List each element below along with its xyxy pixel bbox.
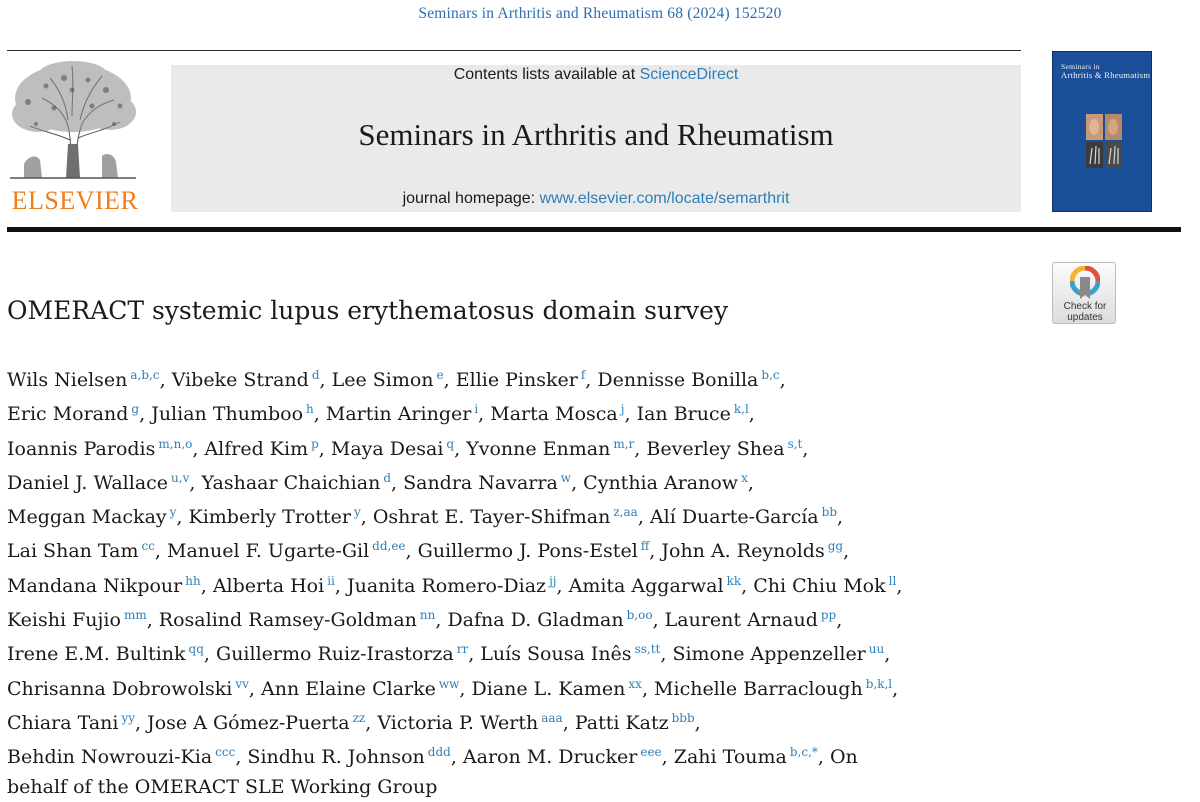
affiliation-link[interactable]: vv [235, 676, 249, 691]
elsevier-wordmark: ELSEVIER [11, 186, 139, 215]
affiliation-link[interactable]: s,t [787, 436, 803, 451]
author-name[interactable]: Alberta Hoi [212, 574, 325, 597]
author-name[interactable]: Yvonne Enman [466, 437, 611, 460]
author-name[interactable]: Chrisanna Dobrowolski [7, 677, 233, 700]
author-name[interactable]: Chiara Tani [7, 711, 119, 734]
author-separator: , [135, 711, 148, 734]
author-name[interactable]: Irene E.M. Bultink [7, 643, 186, 666]
cover-title-line1: Seminars in [1061, 62, 1100, 71]
author-name[interactable]: Juanita Romero-Diaz [346, 574, 547, 597]
author-name[interactable]: Jose A Gómez-Puerta [147, 711, 350, 734]
author-separator: , [634, 437, 647, 460]
affiliation-link[interactable]: u,v [171, 470, 190, 485]
homepage-link[interactable]: www.elsevier.com/locate/semarthrit [539, 190, 790, 207]
affiliation-link[interactable]: m,r [613, 436, 635, 451]
author-name[interactable]: Sandra Navarra [403, 471, 558, 494]
author-separator: , [892, 677, 899, 700]
affiliation-link[interactable]: aaa [541, 710, 563, 725]
author-name[interactable]: Kimberly Trotter [188, 506, 351, 529]
masthead-rule [7, 227, 1181, 232]
author-separator: , [836, 609, 843, 632]
affiliation-link[interactable]: rr [456, 642, 469, 657]
affiliation-link[interactable]: j [620, 402, 625, 417]
author-line [7, 738, 1187, 772]
author-separator: , [318, 437, 331, 460]
author-name[interactable]: Rosalind Ramsey-Goldman [158, 609, 417, 632]
author-separator: , [585, 369, 598, 391]
author-name[interactable]: Diane L. Kamen [471, 677, 626, 700]
author-name[interactable]: Vibeke Strand [171, 369, 309, 391]
author-separator: , [661, 746, 674, 769]
contents-line [171, 66, 1021, 84]
author-separator: , [454, 437, 467, 460]
author-separator: , [319, 369, 332, 391]
author-name[interactable]: Ioannis Parodis [7, 437, 156, 460]
author-name[interactable]: Wils Nielsen [7, 369, 128, 391]
homepage-line [171, 190, 1021, 208]
author-separator: , [748, 403, 755, 426]
author-line [7, 464, 1187, 498]
author-name[interactable]: Meggan Mackay [7, 506, 167, 529]
affiliation-link[interactable]: w [560, 470, 572, 485]
crossmark-icon [1070, 266, 1100, 300]
author-separator: , [660, 643, 673, 666]
affiliation-link[interactable]: kk [726, 573, 742, 588]
author-name[interactable]: Zahi Touma [673, 746, 787, 769]
author-name[interactable]: Luís Sousa Inês [480, 643, 632, 666]
author-line [7, 704, 1187, 738]
author-line [7, 430, 1187, 464]
journal-banner [171, 65, 1021, 212]
elsevier-tree-icon [6, 60, 140, 180]
author-name[interactable]: John A. Reynolds [661, 540, 825, 563]
affiliation-link[interactable]: pp [820, 608, 837, 623]
author-separator: , [176, 506, 189, 529]
author-name[interactable]: Ann Elaine Clarke [260, 677, 436, 700]
author-separator: , [200, 574, 213, 597]
affiliation-link[interactable]: jj [549, 573, 557, 588]
affiliation-link[interactable]: ccc [215, 745, 236, 760]
sciencedirect-link[interactable]: ScienceDirect [639, 66, 739, 83]
cover-photo-icon [1086, 114, 1122, 168]
author-separator: , [203, 643, 217, 666]
author-name[interactable]: Guillermo Ruiz-Irastorza [216, 643, 454, 666]
author-separator: , [884, 643, 891, 666]
masthead [0, 55, 1200, 225]
author-name[interactable]: Guillermo J. Pons-Estel [417, 540, 638, 563]
author-separator: , [334, 574, 347, 597]
affiliation-link[interactable]: uu [868, 642, 885, 657]
author-separator: , [637, 506, 650, 529]
author-separator: , [571, 471, 584, 494]
author-separator: , [747, 471, 754, 494]
affiliation-link[interactable]: qq [188, 642, 204, 657]
contents-prefix: Contents lists available at [453, 66, 640, 83]
header-rule [7, 50, 1021, 51]
affiliation-link[interactable]: gg [827, 539, 844, 554]
author-name[interactable]: Alí Duarte-García [649, 506, 819, 529]
affiliation-link[interactable]: b,c,* [789, 745, 818, 760]
journal-citation[interactable]: Seminars in Arthritis and Rheumatism 68 (2024) 152520 [418, 5, 782, 22]
affiliation-link[interactable]: f [580, 368, 586, 382]
author-name[interactable]: Yashaar Chaichian [201, 471, 381, 494]
author-separator: , [802, 437, 809, 460]
affiliation-link[interactable]: x [741, 470, 748, 485]
affiliation-link[interactable]: ddd [427, 745, 451, 760]
affiliation-link[interactable]: a,b,c [130, 368, 160, 382]
author-separator: , [405, 540, 418, 563]
affiliation-link[interactable]: h [306, 402, 314, 417]
author-line [7, 773, 1187, 802]
crossmark-line2: updates [1067, 312, 1103, 323]
author-separator: , [159, 369, 172, 391]
affiliation-link[interactable]: ww [438, 676, 460, 691]
author-separator: , [360, 506, 373, 529]
author-separator: , [443, 369, 456, 391]
author-line [7, 361, 1187, 395]
author-line [7, 532, 1187, 566]
author-name[interactable]: Marta Mosca [490, 403, 618, 426]
check-for-updates-button[interactable] [1052, 262, 1116, 324]
author-name[interactable]: Lai Shan Tam [7, 540, 139, 563]
author-name[interactable]: Beverley Shea [646, 437, 785, 460]
author-separator: , [435, 609, 448, 632]
article-title: OMERACT systemic lupus erythematosus domain survey [7, 296, 729, 325]
author-separator: , [641, 677, 655, 700]
affiliation-link[interactable]: bbb [671, 710, 695, 725]
affiliation-link[interactable]: bb [821, 505, 838, 520]
author-name[interactable]: Lee Simon [331, 369, 434, 391]
affiliation-link[interactable]: y [353, 505, 361, 520]
author-line [7, 567, 1187, 601]
affiliation-link[interactable]: k,l [733, 402, 749, 417]
author-separator: , [896, 574, 903, 597]
affiliation-link[interactable]: z,aa [613, 505, 638, 520]
author-name[interactable]: Victoria P. Werth [377, 711, 539, 734]
author-line [7, 395, 1187, 429]
author-separator: , On [817, 746, 858, 769]
author-name[interactable]: Alfred Kim [204, 437, 309, 460]
journal-name[interactable]: Seminars in Arthritis and Rheumatism [358, 117, 834, 152]
author-separator: , [248, 677, 261, 700]
affiliation-link[interactable]: xx [628, 676, 642, 691]
author-separator: , [365, 711, 378, 734]
affiliation-link[interactable]: y [169, 505, 177, 520]
author-name[interactable]: Simone Appenzeller [672, 643, 866, 666]
author-line [7, 498, 1187, 532]
author-name[interactable]: Amita Aggarwal [568, 574, 724, 597]
author-separator: , [391, 471, 404, 494]
affiliation-link[interactable]: i [474, 402, 479, 417]
author-name[interactable]: Manuel F. Ugarte-Gil [167, 540, 370, 563]
author-name[interactable]: Cynthia Aranow [583, 471, 739, 494]
homepage-prefix: journal homepage: [402, 190, 540, 207]
author-name[interactable]: Patti Katz [574, 711, 669, 734]
affiliation-link[interactable]: nn [419, 608, 436, 623]
author-separator: , [837, 506, 844, 529]
author-name[interactable]: Chi Chiu Mok [753, 574, 886, 597]
author-separator: , [556, 574, 569, 597]
author-separator: , [154, 540, 168, 563]
affiliation-link[interactable]: d [311, 368, 320, 382]
affiliation-link[interactable]: q [446, 436, 455, 451]
author-name[interactable]: Dafna D. Gladman [447, 609, 624, 632]
author-separator: , [313, 403, 326, 426]
affiliation-link[interactable]: d [383, 470, 391, 485]
crossmark-label [1053, 301, 1117, 323]
journal-cover[interactable] [1052, 51, 1152, 212]
author-line [7, 601, 1187, 635]
author-name[interactable]: Aaron M. Drucker [462, 746, 638, 769]
author-separator: , [779, 369, 786, 391]
crossmark-line1: Check for [1063, 301, 1107, 312]
author-name[interactable]: Keishi Fujio [7, 609, 121, 632]
author-name[interactable]: Martin Aringer [325, 403, 472, 426]
byline-continuation: behalf of the OMERACT SLE Working Group [7, 775, 438, 798]
author-name[interactable]: Michelle Barraclough [654, 677, 863, 700]
author-separator: , [146, 609, 159, 632]
affiliation-link[interactable]: ss,tt [634, 642, 661, 657]
affiliation-link[interactable]: ii [327, 573, 335, 588]
author-list [7, 361, 1187, 802]
affiliation-link[interactable]: dd,ee [372, 539, 406, 554]
author-separator: , [468, 643, 481, 666]
author-name[interactable]: Oshrat E. Tayer-Shifman [372, 506, 611, 529]
author-separator: , [192, 437, 205, 460]
cover-title [1061, 62, 1151, 80]
author-separator: , [450, 746, 463, 769]
author-name[interactable]: Behdin Nowrouzi-Kia [7, 746, 213, 769]
author-separator: , [741, 574, 754, 597]
affiliation-link[interactable]: p [311, 436, 319, 451]
author-separator: , [694, 711, 701, 734]
elsevier-logo[interactable] [6, 60, 140, 217]
author-separator: , [235, 746, 248, 769]
author-name[interactable]: Laurent Arnaud [664, 609, 818, 632]
author-separator: , [189, 471, 202, 494]
author-separator: , [624, 403, 637, 426]
affiliation-link[interactable]: eee [640, 745, 662, 760]
author-name[interactable]: Ian Bruce [636, 403, 731, 426]
affiliation-link[interactable]: b,k,l [865, 676, 893, 691]
affiliation-link[interactable]: ff [640, 539, 650, 554]
affiliation-link[interactable]: hh [185, 573, 201, 588]
author-separator: , [843, 540, 850, 563]
affiliation-link[interactable]: zz [352, 710, 366, 725]
author-line [7, 635, 1187, 669]
affiliation-link[interactable]: cc [141, 539, 155, 554]
cover-title-line2: Arthritis & Rheumatism [1061, 70, 1151, 80]
affiliation-link[interactable]: b,oo [626, 608, 653, 623]
author-name[interactable]: Ellie Pinsker [455, 369, 578, 391]
affiliation-link[interactable]: g [131, 402, 140, 417]
affiliation-link[interactable]: ll [888, 573, 897, 588]
author-name[interactable]: Julian Thumboo [151, 403, 304, 426]
author-name[interactable]: Mandana Nikpour [7, 574, 183, 597]
author-line [7, 670, 1187, 704]
affiliation-link[interactable]: m,n,o [158, 436, 193, 451]
author-separator: , [562, 711, 575, 734]
author-separator: , [649, 540, 662, 563]
author-separator: , [652, 609, 665, 632]
author-name[interactable]: Daniel J. Wallace [7, 471, 169, 494]
author-name[interactable]: Eric Morand [7, 403, 129, 426]
author-separator: , [478, 403, 491, 426]
affiliation-link[interactable]: yy [121, 710, 136, 725]
affiliation-link[interactable]: e [436, 368, 444, 382]
author-name[interactable]: Maya Desai [330, 437, 444, 460]
author-separator: , [459, 677, 472, 700]
author-separator: , [139, 403, 152, 426]
affiliation-link[interactable]: b,c [761, 368, 780, 382]
author-name[interactable]: Sindhu R. Johnson [247, 746, 425, 769]
affiliation-link[interactable]: mm [123, 608, 147, 623]
author-name[interactable]: Dennisse Bonilla [597, 369, 759, 391]
